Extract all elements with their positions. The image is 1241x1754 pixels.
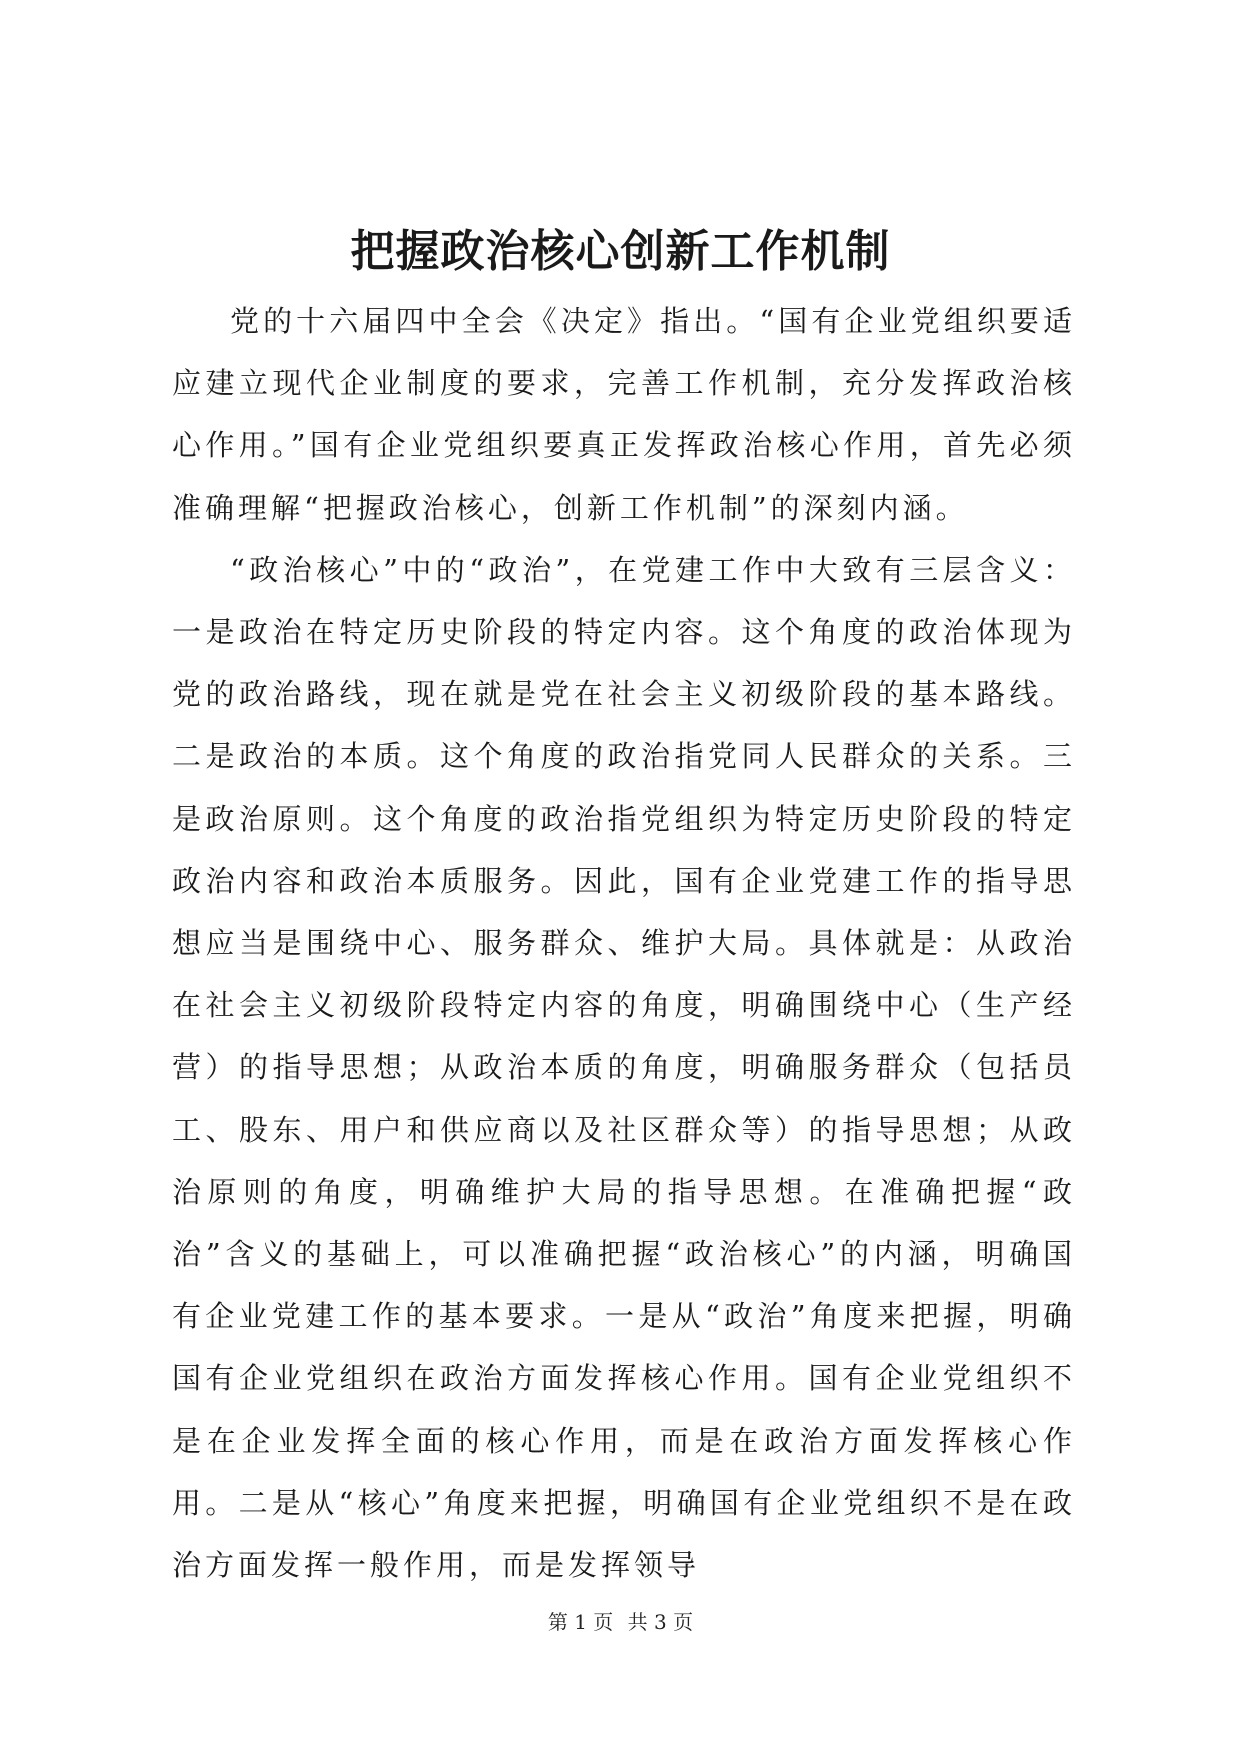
page-footer: [0, 1608, 1241, 1636]
page-total: 共 3 页: [627, 1610, 694, 1634]
page-number: 第 1 页: [547, 1610, 614, 1634]
paragraph-1: 党的十六届四中全会《决定》指出。“国有企业党组织要适应建立现代企业制度的要求，完善工作机制，充分发挥政治核心作用。”国有企业党组织要真正发挥政治核心作用，首先必须准确理解“把握政治核心，创新工作机制”的深刻内涵。: [172, 304, 1076, 525]
document-title: 把握政治核心创新工作机制: [350, 226, 891, 277]
document-body: [172, 290, 1076, 1596]
paragraph-2: “政治核心”中的“政治”，在党建工作中大致有三层含义：一是政治在特定历史阶段的特定内容。这个角度的政治体现为党的政治路线，现在就是党在社会主义初级阶段的基本路线。二是政治的本质。这个角度的政治指党同人民群众的关系。三是政治原则。这个角度的政治指党组织为特定历史阶段的特定政治内容和政治本质服务。因此，国有企业党建工作的指导思想应当是围绕中心、服务群众、维护大局。具体就是：从政治在社会主义初级阶段特定内容的角度，明确围绕中心（生产经营）的指导思想；从政治本质的角度，明确服务群众（包括员工、股东、用户和供应商以及社区群众等）的指导思想；从政治原则的角度，明确维护大局的指导思想。在准确把握“政治”含义的基础上，可以准确把握“政治核心”的内涵，明确国有企业党建工作的基本要求。一是从“政治”角度来把握，明确国有企业党组织在政治方面发挥核心作用。国有企业党组织不是在企业发挥全面的核心作用，而是在政治方面发挥核心作用。二是从“核心”角度来把握，明确国有企业党组织不是在政治方面发挥一般作用，而是发挥领导: [172, 552, 1076, 1583]
